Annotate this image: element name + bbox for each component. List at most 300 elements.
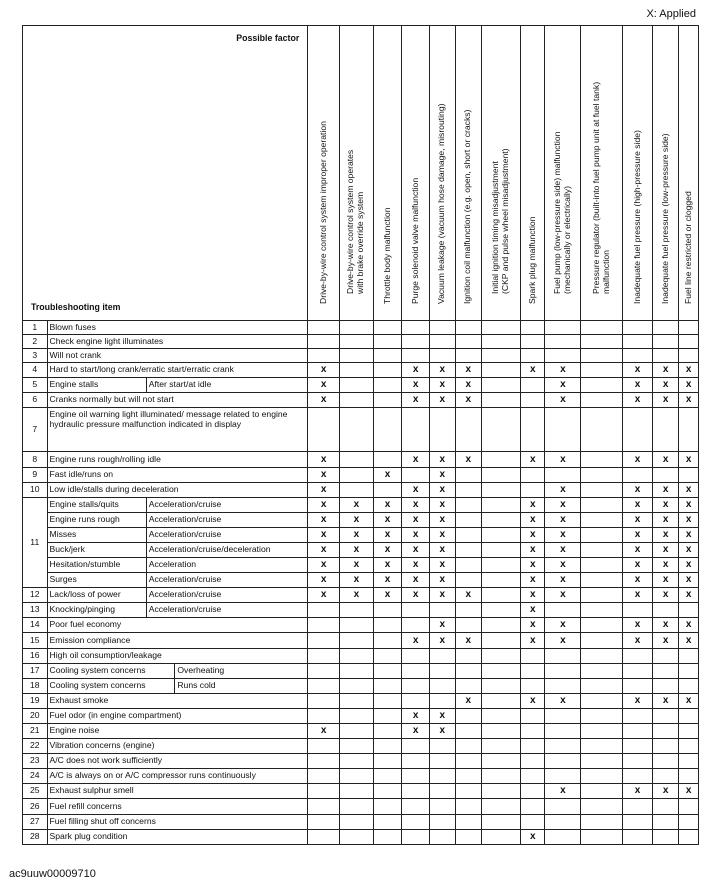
table-row [23,573,699,588]
applied-mark [455,754,482,769]
applied-mark: x [308,498,340,513]
applied-mark: x [373,543,402,558]
applied-mark [520,649,545,664]
table-row [23,528,699,543]
row-item: Engine stalls/quits [47,498,146,513]
applied-mark [520,754,545,769]
applied-mark: x [679,513,699,528]
applied-mark [581,543,623,558]
row-number: 28 [23,830,48,845]
factor-header [652,26,679,321]
applied-mark [455,543,482,558]
table-row [23,558,699,573]
applied-mark: x [455,363,482,378]
applied-mark: x [373,588,402,603]
applied-mark [581,709,623,724]
applied-mark: x [623,618,653,633]
applied-mark [581,498,623,513]
applied-mark [520,393,545,408]
applied-mark: x [402,633,430,649]
applied-mark: x [623,363,653,378]
applied-mark: x [679,784,699,799]
row-number: 19 [23,694,48,709]
row-condition: Runs cold [175,679,308,694]
applied-mark: x [623,543,653,558]
applied-mark [373,321,402,335]
applied-mark [308,830,340,845]
applied-mark [455,558,482,573]
table-row [23,724,699,739]
applied-mark: x [652,633,679,649]
applied-mark [402,603,430,618]
applied-mark [623,664,653,679]
applied-mark: x [339,558,373,573]
applied-mark [339,799,373,815]
row-number: 25 [23,784,48,799]
applied-mark [339,349,373,363]
table-row [23,694,699,709]
row-number: 27 [23,815,48,830]
row-item: Spark plug condition [47,830,308,845]
applied-mark [482,363,521,378]
applied-mark [652,830,679,845]
applied-mark [581,664,623,679]
applied-mark: x [402,558,430,573]
factor-label [491,149,511,295]
applied-mark [652,754,679,769]
applied-mark: x [652,784,679,799]
applied-mark: x [373,528,402,543]
table-row [23,513,699,528]
row-item: A/C does not work sufficiently [47,754,308,769]
applied-mark: x [623,483,653,498]
applied-mark [623,724,653,739]
applied-mark: x [308,452,340,468]
applied-mark [623,335,653,349]
applied-mark: x [520,558,545,573]
applied-mark: x [455,452,482,468]
table-row [23,408,699,452]
applied-mark [679,468,699,483]
applied-mark: x [429,378,455,393]
applied-mark [455,709,482,724]
applied-mark: x [679,498,699,513]
row-item: Fuel filling shut off concerns [47,815,308,830]
applied-mark [581,483,623,498]
applied-mark [373,679,402,694]
applied-mark: x [429,363,455,378]
applied-mark [482,321,521,335]
applied-mark: x [429,618,455,633]
applied-mark [339,393,373,408]
applied-mark [520,335,545,349]
applied-mark [373,363,402,378]
applied-mark [373,408,402,452]
row-number: 22 [23,739,48,754]
applied-mark: x [623,558,653,573]
applied-mark: x [679,483,699,498]
applied-mark: x [652,573,679,588]
applied-mark [623,799,653,815]
applied-mark [679,709,699,724]
applied-mark [429,408,455,452]
legend: X: Applied [646,8,696,20]
applied-mark [679,724,699,739]
applied-mark [581,335,623,349]
applied-mark [339,363,373,378]
applied-mark: x [652,483,679,498]
applied-mark [520,408,545,452]
applied-mark: x [545,363,581,378]
factor-header [623,26,653,321]
applied-mark [339,830,373,845]
applied-mark [429,830,455,845]
applied-mark: x [402,709,430,724]
table-row [23,483,699,498]
applied-mark [308,335,340,349]
applied-mark [373,633,402,649]
applied-mark: x [679,393,699,408]
applied-mark: x [373,513,402,528]
applied-mark [581,393,623,408]
row-condition: Acceleration/cruise/deceleration [146,543,308,558]
applied-mark [308,649,340,664]
applied-mark: x [679,452,699,468]
applied-mark: x [429,724,455,739]
applied-mark: x [455,694,482,709]
applied-mark [545,799,581,815]
applied-mark [623,649,653,664]
factor-label-line: with brake override system [355,192,366,295]
applied-mark [482,528,521,543]
applied-mark: x [339,543,373,558]
applied-mark [339,784,373,799]
applied-mark: x [455,378,482,393]
applied-mark [581,558,623,573]
applied-mark: x [429,452,455,468]
applied-mark: x [455,393,482,408]
table-row [23,709,699,724]
applied-mark [308,664,340,679]
applied-mark: x [520,588,545,603]
row-item: Misses [47,528,146,543]
applied-mark: x [623,784,653,799]
applied-mark [429,784,455,799]
factor-label [661,134,671,305]
applied-mark [581,633,623,649]
applied-mark [482,830,521,845]
applied-mark [402,618,430,633]
factor-label [319,121,329,304]
applied-mark: x [339,588,373,603]
row-number: 4 [23,363,48,378]
factor-header [429,26,455,321]
applied-mark: x [623,694,653,709]
applied-mark [581,830,623,845]
factor-header [308,26,340,321]
applied-mark [679,603,699,618]
applied-mark: x [308,573,340,588]
applied-mark [545,335,581,349]
table-row [23,588,699,603]
applied-mark: x [520,603,545,618]
factor-label-line: Ignition coil malfunction (e.g. open, short or cracks) [462,109,473,305]
applied-mark: x [308,513,340,528]
applied-mark [581,618,623,633]
applied-mark [455,603,482,618]
applied-mark [308,679,340,694]
applied-mark: x [520,573,545,588]
row-condition: Acceleration/cruise [146,588,308,603]
factor-label-line: Spark plug malfunction [526,216,537,305]
applied-mark [520,321,545,335]
applied-mark: x [455,588,482,603]
row-item: Low idle/stalls during deceleration [47,483,308,498]
factor-label-line: Initial ignition timing misadjustment [490,161,501,295]
applied-mark: x [339,498,373,513]
row-item: Hard to start/long crank/erratic start/erratic crank [47,363,308,378]
applied-mark [545,815,581,830]
table-row [23,468,699,483]
applied-mark: x [623,633,653,649]
row-item: Fuel refill concerns [47,799,308,815]
row-item: Hesitation/stumble [47,558,146,573]
row-item: Buck/jerk [47,543,146,558]
applied-mark [339,335,373,349]
applied-mark [679,335,699,349]
applied-mark: x [679,618,699,633]
applied-mark [581,724,623,739]
applied-mark: x [623,588,653,603]
applied-mark [429,321,455,335]
applied-mark [402,799,430,815]
applied-mark [679,739,699,754]
table-row [23,618,699,633]
applied-mark [339,483,373,498]
applied-mark [581,363,623,378]
applied-mark: x [545,498,581,513]
applied-mark [373,664,402,679]
row-condition: Acceleration/cruise [146,513,308,528]
applied-mark: x [402,528,430,543]
applied-mark [429,349,455,363]
applied-mark [482,799,521,815]
possible-factor-label: Possible factor [236,33,300,43]
applied-mark [545,468,581,483]
applied-mark [482,573,521,588]
applied-mark [455,573,482,588]
applied-mark [373,393,402,408]
applied-mark: x [402,588,430,603]
applied-mark [455,528,482,543]
applied-mark [339,739,373,754]
applied-mark [482,349,521,363]
applied-mark [482,393,521,408]
applied-mark [520,483,545,498]
applied-mark [308,321,340,335]
factor-label-line: Vacuum leakage (vacuum hose damage, misrouting) [436,103,447,305]
applied-mark [482,739,521,754]
table-row [23,649,699,664]
applied-mark: x [520,694,545,709]
applied-mark [581,349,623,363]
applied-mark [402,769,430,784]
row-number: 5 [23,378,48,393]
factor-label [633,130,643,304]
applied-mark [455,664,482,679]
applied-mark [373,754,402,769]
applied-mark: x [623,378,653,393]
row-number: 8 [23,452,48,468]
table-row [23,393,699,408]
row-item: Fast idle/runs on [47,468,308,483]
applied-mark [482,452,521,468]
factor-label-line: Inadequate fuel pressure (high-pressure side) [631,130,642,305]
applied-mark: x [520,452,545,468]
applied-mark [623,830,653,845]
applied-mark [339,815,373,830]
applied-mark: x [402,452,430,468]
row-item: Engine noise [47,724,308,739]
applied-mark [581,588,623,603]
row-number: 15 [23,633,48,649]
applied-mark [482,633,521,649]
factor-label-line: Throttle body malfunction [381,207,392,305]
applied-mark: x [679,694,699,709]
row-item: Engine stalls [47,378,146,393]
applied-mark [402,321,430,335]
applied-mark [429,679,455,694]
applied-mark: x [545,393,581,408]
applied-mark: x [545,452,581,468]
applied-mark: x [373,468,402,483]
applied-mark: x [402,724,430,739]
applied-mark [429,799,455,815]
applied-mark [308,633,340,649]
applied-mark: x [520,363,545,378]
row-condition: Acceleration/cruise [146,528,308,543]
row-condition: Acceleration/cruise [146,498,308,513]
row-item: A/C is always on or A/C compressor runs continuously [47,769,308,784]
applied-mark [455,769,482,784]
applied-mark [545,830,581,845]
applied-mark: x [308,393,340,408]
applied-mark [308,815,340,830]
applied-mark: x [373,573,402,588]
factor-label [553,132,573,294]
applied-mark [482,588,521,603]
header-row [23,26,699,321]
applied-mark: x [679,573,699,588]
applied-mark [623,815,653,830]
applied-mark [545,321,581,335]
applied-mark [402,349,430,363]
table-row [23,633,699,649]
applied-mark [520,724,545,739]
applied-mark [308,349,340,363]
applied-mark: x [652,528,679,543]
table-row [23,335,699,349]
factor-header [455,26,482,321]
applied-mark [373,349,402,363]
applied-mark [308,618,340,633]
applied-mark: x [623,573,653,588]
applied-mark [373,649,402,664]
table-row [23,830,699,845]
applied-mark: x [545,573,581,588]
applied-mark: x [429,528,455,543]
applied-mark [652,649,679,664]
table-row [23,498,699,513]
table-row [23,739,699,754]
applied-mark [455,618,482,633]
applied-mark: x [679,528,699,543]
applied-mark: x [308,543,340,558]
applied-mark: x [308,558,340,573]
applied-mark: x [339,513,373,528]
applied-mark [482,649,521,664]
applied-mark [679,649,699,664]
applied-mark: x [429,633,455,649]
row-number: 21 [23,724,48,739]
applied-mark: x [652,378,679,393]
applied-mark [482,378,521,393]
applied-mark [482,603,521,618]
applied-mark: x [545,558,581,573]
applied-mark [308,784,340,799]
applied-mark [455,408,482,452]
factor-label [437,104,447,304]
applied-mark [455,483,482,498]
applied-mark [482,408,521,452]
applied-mark [339,468,373,483]
applied-mark [652,468,679,483]
applied-mark [373,335,402,349]
factor-header [581,26,623,321]
applied-mark [373,784,402,799]
applied-mark [581,649,623,664]
applied-mark [402,649,430,664]
applied-mark [339,378,373,393]
row-number: 23 [23,754,48,769]
applied-mark [679,408,699,452]
applied-mark: x [545,378,581,393]
applied-mark [455,468,482,483]
applied-mark: x [402,573,430,588]
applied-mark [520,799,545,815]
row-number: 20 [23,709,48,724]
applied-mark [429,769,455,784]
applied-mark [520,815,545,830]
applied-mark [581,452,623,468]
applied-mark: x [402,543,430,558]
factor-header [373,26,402,321]
applied-mark [623,709,653,724]
row-condition: Acceleration/cruise [146,573,308,588]
applied-mark [482,694,521,709]
factor-label-line: (CKP and pulse wheel misadjustment) [500,148,511,295]
factor-label-line: Drive-by-wire control system improper operation [317,121,328,305]
applied-mark [679,830,699,845]
row-item: Emission compliance [47,633,308,649]
applied-mark [482,483,521,498]
applied-mark: x [520,830,545,845]
applied-mark [482,679,521,694]
applied-mark: x [308,724,340,739]
row-number: 18 [23,679,48,694]
applied-mark [545,664,581,679]
applied-mark [308,408,340,452]
